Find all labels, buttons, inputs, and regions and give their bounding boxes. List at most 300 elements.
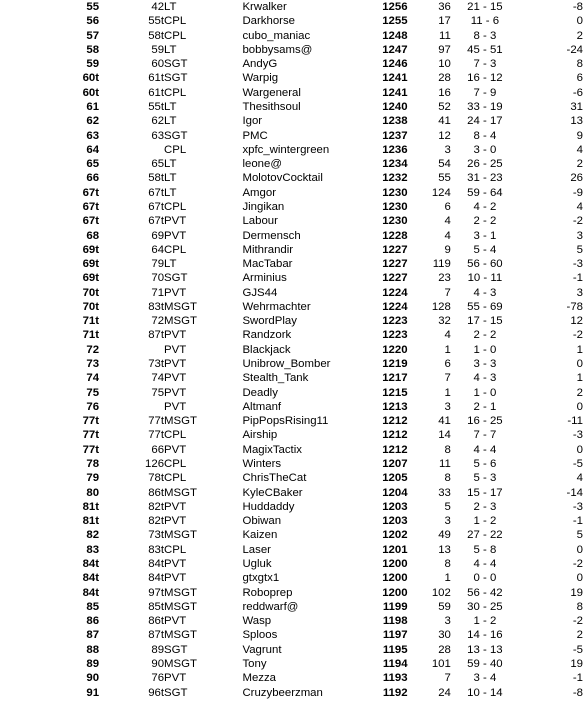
table-row — [0, 314, 583, 328]
player-name-cell: ChrisTheCat — [242, 472, 307, 485]
table-row — [0, 500, 583, 514]
table-row — [0, 214, 583, 228]
rank-cell: 66 — [86, 172, 100, 185]
player-name-cell: Winters — [242, 458, 282, 470]
rating-cell: 1193 — [382, 672, 408, 685]
point-differential-cell: 4 — [576, 472, 583, 485]
point-differential-cell: -24 — [566, 43, 583, 56]
grade-cell: SGT — [164, 58, 188, 71]
win-loss-record-cell: 17 - 15 — [467, 315, 503, 328]
win-loss-record-cell: 16 - 12 — [467, 72, 503, 85]
rank-cell: 77t — [82, 443, 100, 456]
previous-rank-cell: 58t — [148, 29, 165, 42]
player-name-cell: Blackjack — [242, 343, 291, 356]
rating-cell: 1198 — [382, 615, 408, 628]
player-name-cell: Randzork — [242, 329, 292, 342]
grade-cell: MSGT — [164, 315, 197, 328]
table-row — [0, 643, 583, 657]
rating-cell: 1217 — [382, 372, 408, 385]
grade-cell: MSGT — [164, 657, 197, 670]
point-differential-cell: -3 — [572, 500, 583, 513]
rank-cell: 83 — [86, 543, 100, 556]
rating-cell: 1224 — [382, 286, 408, 299]
table-row — [0, 0, 583, 14]
table-row — [0, 614, 583, 628]
table-row — [0, 114, 583, 128]
player-name-cell: Deadly — [242, 386, 278, 399]
table-row — [0, 428, 583, 442]
player-name-cell: Labour — [242, 215, 278, 228]
rank-cell: 78 — [86, 458, 100, 470]
rank-cell: 89 — [86, 657, 100, 670]
player-name-cell: Vagrunt — [242, 643, 282, 656]
win-loss-record-cell: 1 - 0 — [473, 343, 497, 356]
player-name-cell: gtxgtx1 — [242, 572, 280, 585]
rank-cell: 55 — [86, 1, 100, 13]
rank-cell: 57 — [86, 29, 100, 42]
win-loss-record-cell: 3 - 0 — [473, 143, 497, 156]
grade-cell: PVT — [164, 515, 187, 528]
player-name-cell: MacTabar — [242, 258, 293, 271]
win-loss-record-cell: 3 - 3 — [473, 358, 497, 371]
rating-cell: 1203 — [382, 515, 408, 528]
table-row — [0, 386, 583, 400]
table-row — [0, 271, 583, 285]
table-row — [0, 414, 583, 428]
grade-cell: LT — [164, 172, 177, 185]
player-name-cell: Warpig — [242, 72, 279, 85]
point-differential-cell: -8 — [572, 1, 583, 13]
table-row — [0, 586, 583, 600]
previous-rank-cell: 87t — [148, 629, 165, 642]
rating-cell: 1204 — [382, 486, 408, 499]
table-row — [0, 171, 583, 185]
win-loss-record-cell: 10 - 11 — [467, 272, 503, 285]
player-name-cell: Wehrmachter — [242, 300, 311, 313]
player-name-cell: Huddaddy — [242, 500, 295, 513]
previous-rank-cell: 83t — [148, 300, 165, 313]
grade-cell: PVT — [164, 557, 187, 570]
games-played-cell: 41 — [438, 115, 451, 128]
previous-rank-cell: 63 — [151, 129, 165, 142]
player-name-cell: Ugluk — [242, 557, 272, 570]
player-name-cell: Thesithsoul — [242, 100, 301, 113]
player-name-cell: leone@ — [242, 158, 282, 171]
rank-cell: 64 — [86, 143, 100, 156]
grade-cell: PVT — [164, 572, 187, 585]
grade-cell: PVT — [164, 215, 187, 228]
win-loss-record-cell: 15 - 17 — [467, 486, 503, 499]
games-played-cell: 1 — [444, 343, 451, 356]
player-name-cell: reddwarf@ — [242, 600, 299, 613]
player-name-cell: PMC — [242, 129, 268, 142]
win-loss-record-cell: 1 - 2 — [473, 615, 497, 628]
grade-cell: CPL — [164, 472, 187, 485]
rank-cell: 84t — [82, 586, 100, 599]
games-played-cell: 101 — [431, 657, 451, 670]
previous-rank-cell: 76 — [151, 672, 165, 685]
previous-rank-cell: 86t — [148, 486, 165, 499]
previous-rank-cell: 97t — [148, 586, 165, 599]
previous-rank-cell: 67t — [148, 215, 165, 228]
previous-rank-cell: 61t — [148, 72, 165, 85]
player-name-cell: AndyG — [242, 58, 278, 71]
grade-cell: SGT — [164, 272, 188, 285]
table-row — [0, 286, 583, 300]
table-row — [0, 657, 583, 671]
table-row — [0, 257, 583, 271]
point-differential-cell: 4 — [576, 200, 583, 213]
rating-cell: 1194 — [382, 657, 408, 670]
grade-cell: CPL — [164, 29, 187, 42]
table-row — [0, 543, 583, 557]
win-loss-record-cell: 26 - 25 — [467, 158, 503, 171]
rating-cell: 1200 — [382, 557, 408, 570]
rating-cell: 1227 — [382, 243, 408, 256]
player-name-cell: GJS44 — [242, 286, 278, 299]
rank-cell: 85 — [86, 600, 100, 613]
table-row — [0, 186, 583, 200]
games-played-cell: 41 — [438, 415, 451, 428]
rank-cell: 76 — [86, 400, 100, 413]
rating-cell: 1236 — [382, 143, 408, 156]
player-name-cell: Igor — [242, 115, 263, 128]
previous-rank-cell: 42 — [151, 1, 165, 13]
point-differential-cell: -78 — [566, 300, 583, 313]
win-loss-record-cell: 8 - 4 — [473, 129, 497, 142]
rating-cell: 1212 — [382, 429, 408, 442]
win-loss-record-cell: 4 - 4 — [473, 443, 497, 456]
rating-cell: 1207 — [382, 458, 408, 470]
point-differential-cell: 0 — [576, 443, 583, 456]
rank-cell: 77t — [82, 429, 100, 442]
previous-rank-cell: 60 — [151, 58, 165, 71]
rank-cell: 59 — [86, 58, 100, 71]
player-name-cell: Laser — [242, 543, 271, 556]
rank-cell: 90 — [86, 672, 100, 685]
win-loss-record-cell: 13 - 13 — [467, 643, 503, 656]
point-differential-cell: 5 — [576, 243, 583, 256]
grade-cell: LT — [164, 1, 177, 13]
win-loss-record-cell: 31 - 23 — [467, 172, 503, 185]
rank-cell: 62 — [86, 115, 100, 128]
previous-rank-cell: 79 — [151, 258, 165, 271]
grade-cell: LT — [164, 158, 177, 171]
rating-cell: 1256 — [382, 1, 408, 13]
rating-cell: 1241 — [382, 72, 408, 85]
table-row — [0, 600, 583, 614]
table-row — [0, 157, 583, 171]
player-name-cell: Altmanf — [242, 400, 282, 413]
player-name-cell: Roboprep — [242, 586, 293, 599]
games-played-cell: 4 — [444, 229, 451, 242]
rating-cell: 1255 — [382, 15, 408, 28]
point-differential-cell: 0 — [576, 358, 583, 371]
player-name-cell: SwordPlay — [242, 315, 297, 328]
win-loss-record-cell: 11 - 6 — [470, 15, 500, 28]
player-name-cell: Arminius — [242, 272, 287, 285]
table-row — [0, 100, 583, 114]
point-differential-cell: -6 — [572, 86, 583, 99]
previous-rank-cell — [99, 343, 164, 357]
table-row — [0, 400, 583, 414]
win-loss-record-cell: 2 - 1 — [473, 400, 497, 413]
grade-cell: CPL — [164, 143, 187, 156]
table-row — [0, 528, 583, 542]
grade-cell: SGT — [164, 129, 188, 142]
table-row — [0, 457, 583, 471]
grade-cell: PVT — [164, 343, 187, 356]
games-played-cell: 3 — [444, 515, 451, 528]
win-loss-record-cell: 56 - 42 — [467, 586, 503, 599]
games-played-cell: 8 — [444, 443, 451, 456]
point-differential-cell: -1 — [572, 515, 583, 528]
rating-cell: 1232 — [382, 172, 408, 185]
rating-cell: 1192 — [382, 686, 408, 699]
point-differential-cell: 2 — [576, 629, 583, 642]
grade-cell: CPL — [164, 243, 187, 256]
player-name-cell: Unibrow_Bomber — [242, 358, 331, 371]
win-loss-record-cell: 4 - 3 — [473, 286, 497, 299]
player-name-cell: KyleCBaker — [242, 486, 303, 499]
previous-rank-cell: 72 — [151, 315, 165, 328]
table-row — [0, 571, 583, 585]
player-name-cell: Airship — [242, 429, 278, 442]
games-played-cell: 7 — [444, 286, 451, 299]
grade-cell: SGT — [164, 72, 188, 85]
previous-rank-cell: 126 — [145, 458, 165, 470]
win-loss-record-cell: 5 - 3 — [473, 472, 497, 485]
rank-cell: 71t — [82, 329, 100, 342]
table-row — [0, 328, 583, 342]
point-differential-cell: -9 — [572, 186, 583, 199]
previous-rank-cell: 82t — [148, 515, 165, 528]
point-differential-cell: 1 — [576, 343, 583, 356]
win-loss-record-cell: 2 - 2 — [473, 329, 497, 342]
table-row — [0, 686, 583, 700]
win-loss-record-cell: 24 - 17 — [467, 115, 503, 128]
grade-cell: PVT — [164, 615, 187, 628]
previous-rank-cell: 84t — [148, 572, 165, 585]
games-played-cell: 36 — [438, 1, 451, 13]
previous-rank-cell: 85t — [148, 600, 165, 613]
grade-cell: LT — [164, 100, 177, 113]
rating-cell: 1195 — [382, 643, 408, 656]
rating-cell: 1248 — [382, 29, 408, 42]
rank-cell: 84t — [82, 572, 100, 585]
rating-cell: 1227 — [382, 272, 408, 285]
grade-cell: LT — [164, 186, 177, 199]
rank-cell: 87 — [86, 629, 100, 642]
point-differential-cell: -14 — [566, 486, 583, 499]
rating-cell: 1240 — [382, 100, 408, 113]
player-name-cell: Krwalker — [242, 1, 287, 13]
point-differential-cell: 26 — [570, 172, 583, 185]
point-differential-cell: -2 — [572, 329, 583, 342]
win-loss-record-cell: 33 - 19 — [467, 100, 503, 113]
previous-rank-cell: 59 — [151, 43, 165, 56]
previous-rank-cell: 66 — [151, 443, 165, 456]
win-loss-record-cell: 59 - 64 — [467, 186, 503, 199]
point-differential-cell: 0 — [576, 15, 583, 28]
rank-cell: 71t — [82, 315, 100, 328]
point-differential-cell: -3 — [572, 258, 583, 271]
win-loss-record-cell: 5 - 8 — [473, 543, 497, 556]
win-loss-record-cell: 7 - 9 — [473, 86, 497, 99]
rank-cell: 68 — [86, 229, 100, 242]
point-differential-cell: -1 — [572, 672, 583, 685]
win-loss-record-cell: 3 - 4 — [473, 672, 497, 685]
rank-cell: 58 — [86, 43, 100, 56]
point-differential-cell: -5 — [572, 643, 583, 656]
grade-cell: CPL — [164, 86, 187, 99]
games-played-cell: 52 — [438, 100, 451, 113]
previous-rank-cell: 55t — [148, 15, 165, 28]
games-played-cell: 8 — [444, 472, 451, 485]
rank-cell: 86 — [86, 615, 100, 628]
table-row — [0, 486, 583, 500]
player-name-cell: Obiwan — [242, 515, 282, 528]
games-played-cell: 49 — [438, 529, 451, 542]
rank-cell: 60t — [82, 72, 100, 85]
previous-rank-cell: 61t — [148, 86, 165, 99]
rating-cell: 1234 — [382, 158, 408, 171]
table-row — [0, 243, 583, 257]
previous-rank-cell: 82t — [148, 500, 165, 513]
games-played-cell: 55 — [438, 172, 451, 185]
point-differential-cell: -2 — [572, 615, 583, 628]
previous-rank-cell: 77t — [148, 415, 165, 428]
rating-cell: 1241 — [382, 86, 408, 99]
games-played-cell: 9 — [444, 243, 451, 256]
point-differential-cell: -3 — [572, 429, 583, 442]
point-differential-cell: 19 — [570, 586, 583, 599]
previous-rank-cell: 86t — [148, 615, 165, 628]
games-played-cell: 6 — [444, 200, 451, 213]
point-differential-cell: 0 — [576, 572, 583, 585]
previous-rank-cell: 73t — [148, 358, 165, 371]
rank-cell: 80 — [86, 486, 100, 499]
previous-rank-cell: 96t — [148, 686, 165, 699]
games-played-cell: 28 — [438, 72, 451, 85]
games-played-cell: 6 — [444, 358, 451, 371]
rank-cell: 67t — [82, 200, 100, 213]
table-row — [0, 343, 583, 357]
player-name-cell: bobbysams@ — [242, 43, 313, 56]
win-loss-record-cell: 2 - 3 — [473, 500, 497, 513]
player-name-cell: Amgor — [242, 186, 277, 199]
rank-cell: 77t — [82, 415, 100, 428]
point-differential-cell: 3 — [576, 229, 583, 242]
point-differential-cell: 12 — [570, 315, 583, 328]
win-loss-record-cell: 4 - 3 — [473, 372, 497, 385]
point-differential-cell: 2 — [576, 386, 583, 399]
previous-rank-cell: 73t — [148, 529, 165, 542]
grade-cell: CPL — [164, 15, 187, 28]
rank-cell: 72 — [86, 343, 100, 356]
previous-rank-cell: 62 — [151, 115, 165, 128]
grade-cell: LT — [164, 258, 177, 271]
table-row — [0, 143, 583, 157]
grade-cell: SGT — [164, 643, 188, 656]
games-played-cell: 3 — [444, 143, 451, 156]
grade-cell: MSGT — [164, 529, 197, 542]
grade-cell: PVT — [164, 286, 187, 299]
rating-cell: 1202 — [382, 529, 408, 542]
player-name-cell: MagixTactix — [242, 443, 302, 456]
rating-cell: 1247 — [382, 43, 408, 56]
rank-cell: 81t — [82, 500, 100, 513]
grade-cell: MSGT — [164, 415, 197, 428]
table-row — [0, 628, 583, 642]
win-loss-record-cell: 55 - 69 — [467, 300, 503, 313]
win-loss-record-cell: 14 - 16 — [467, 629, 503, 642]
win-loss-record-cell: 7 - 3 — [473, 58, 497, 71]
games-played-cell: 3 — [444, 400, 451, 413]
rating-cell: 1220 — [382, 343, 408, 356]
table-row — [0, 57, 583, 71]
rating-cell: 1219 — [382, 358, 408, 371]
rank-cell: 65 — [86, 158, 100, 171]
grade-cell: PVT — [164, 229, 187, 242]
player-name-cell: xpfc_wintergreen — [242, 143, 330, 156]
previous-rank-cell: 74 — [151, 372, 165, 385]
table-row — [0, 443, 583, 457]
rating-cell: 1230 — [382, 215, 408, 228]
games-played-cell: 23 — [438, 272, 451, 285]
rank-cell: 61 — [86, 100, 100, 113]
rank-cell: 82 — [86, 529, 100, 542]
grade-cell: PVT — [164, 358, 187, 371]
win-loss-record-cell: 59 - 40 — [467, 657, 503, 670]
previous-rank-cell: 58t — [148, 172, 165, 185]
table-row — [0, 557, 583, 571]
win-loss-record-cell: 1 - 0 — [473, 386, 497, 399]
table-row — [0, 471, 583, 485]
point-differential-cell: 3 — [576, 286, 583, 299]
previous-rank-cell: 67t — [148, 200, 165, 213]
point-differential-cell: -8 — [572, 686, 583, 699]
games-played-cell: 59 — [438, 600, 451, 613]
point-differential-cell: 9 — [576, 129, 583, 142]
point-differential-cell: 31 — [570, 100, 583, 113]
games-played-cell: 16 — [438, 86, 451, 99]
table-row — [0, 71, 583, 85]
rating-cell: 1197 — [382, 629, 408, 642]
grade-cell: PVT — [164, 372, 187, 385]
games-played-cell: 28 — [438, 643, 451, 656]
games-played-cell: 54 — [438, 158, 451, 171]
rank-cell: 91 — [86, 686, 100, 699]
previous-rank-cell: 90 — [151, 657, 165, 670]
table-row — [0, 43, 583, 57]
rank-cell: 81t — [82, 515, 100, 528]
point-differential-cell: -5 — [572, 458, 583, 470]
point-differential-cell: 4 — [576, 143, 583, 156]
games-played-cell: 33 — [438, 486, 451, 499]
win-loss-record-cell: 56 - 60 — [467, 258, 503, 271]
table-row — [0, 229, 583, 243]
win-loss-record-cell: 0 - 0 — [473, 572, 497, 585]
rank-cell: 56 — [86, 15, 100, 28]
grade-cell: PVT — [164, 386, 187, 399]
table-row — [0, 371, 583, 385]
table-row — [0, 671, 583, 685]
grade-cell: MSGT — [164, 600, 197, 613]
games-played-cell: 124 — [431, 186, 451, 199]
grade-cell: MSGT — [164, 486, 197, 499]
rank-cell: 67t — [82, 186, 100, 199]
